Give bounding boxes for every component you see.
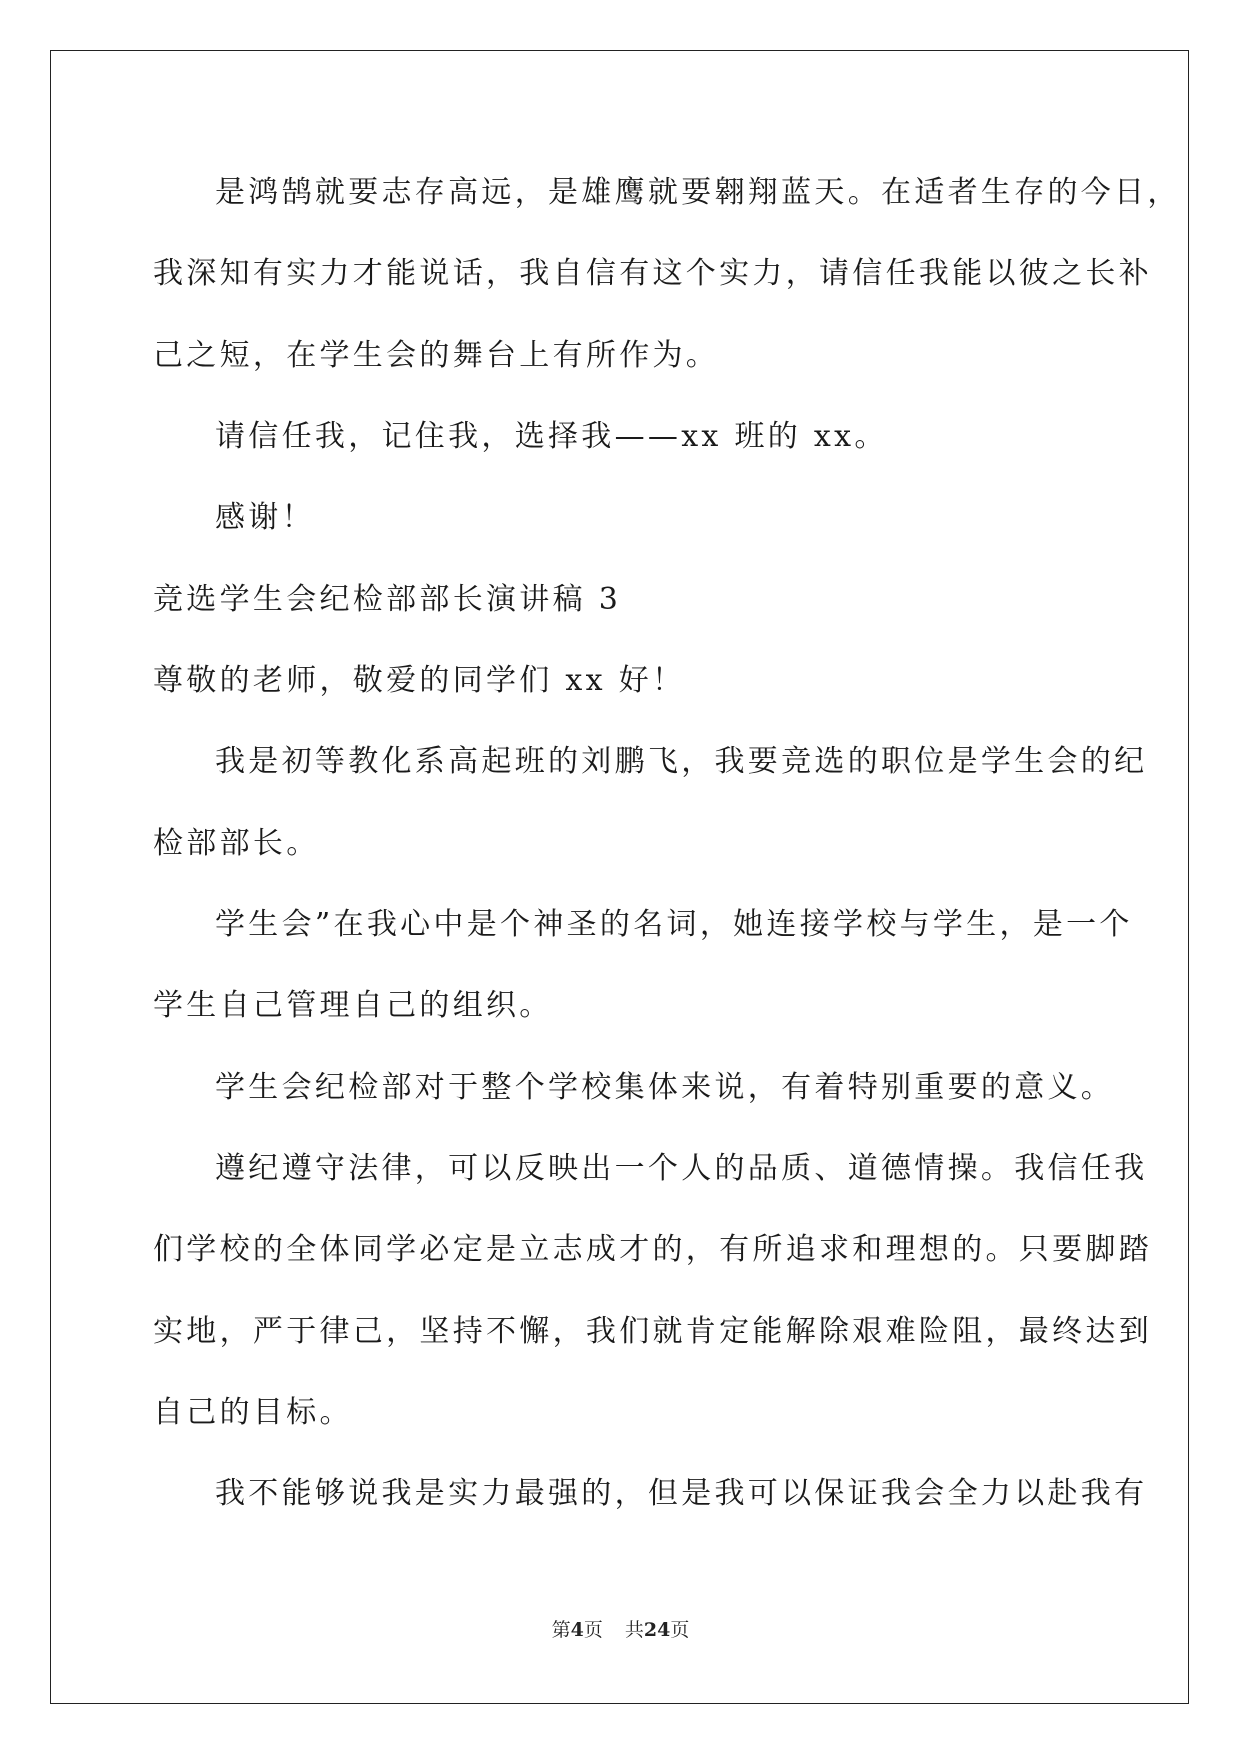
page-border (50, 50, 1189, 1704)
paragraph-line: 学生自己管理自己的组织。 (153, 988, 553, 1023)
paragraph-line: 是鸿鹄就要志存高远，是雄鹰就要翱翔蓝天。在适者生存的今日， (215, 175, 1181, 210)
footer-page-suffix: 页 (583, 1619, 603, 1641)
paragraph-line: 己之短，在学生会的舞台上有所作为。 (153, 338, 720, 373)
current-page-number: 4 (570, 1619, 584, 1641)
paragraph-line: 我不能够说我是实力最强的，但是我可以保证我会全力以赴我有 (215, 1476, 1148, 1511)
footer-total-suffix: 页 (670, 1619, 690, 1641)
paragraph-line: 自己的目标。 (153, 1395, 353, 1430)
total-page-count: 24 (643, 1619, 671, 1641)
paragraph-line: 检部部长。 (153, 826, 320, 861)
paragraph-line: 学生会”在我心中是个神圣的名词，她连接学校与学生，是一个 (215, 907, 1133, 942)
paragraph-line: 学生会纪检部对于整个学校集体来说，有着特别重要的意义。 (215, 1070, 1115, 1105)
paragraph-line: 我是初等教化系高起班的刘鹏飞，我要竞选的职位是学生会的纪 (215, 744, 1148, 779)
footer-total-prefix: 共 (624, 1619, 644, 1641)
footer-prefix: 第 (551, 1619, 571, 1641)
page-footer (0, 1618, 1241, 1642)
salutation: 尊敬的老师，敬爱的同学们 xx 好！ (153, 663, 686, 698)
paragraph-line: 遵纪遵守法律，可以反映出一个人的品质、道德情操。我信任我 (215, 1151, 1148, 1186)
paragraph-line: 实地，严于律己，坚持不懈，我们就肯定能解除艰难险阻，最终达到 (153, 1314, 1152, 1349)
paragraph-line: 我深知有实力才能说话，我自信有这个实力，请信任我能以彼之长补 (153, 256, 1152, 291)
paragraph-line: 感谢！ (215, 500, 315, 535)
paragraph-line: 们学校的全体同学必定是立志成才的，有所追求和理想的。只要脚踏 (153, 1232, 1152, 1267)
paragraph-line: 请信任我，记住我，选择我——xx 班的 xx。 (215, 419, 888, 454)
section-title: 竞选学生会纪检部部长演讲稿 3 (153, 582, 622, 617)
